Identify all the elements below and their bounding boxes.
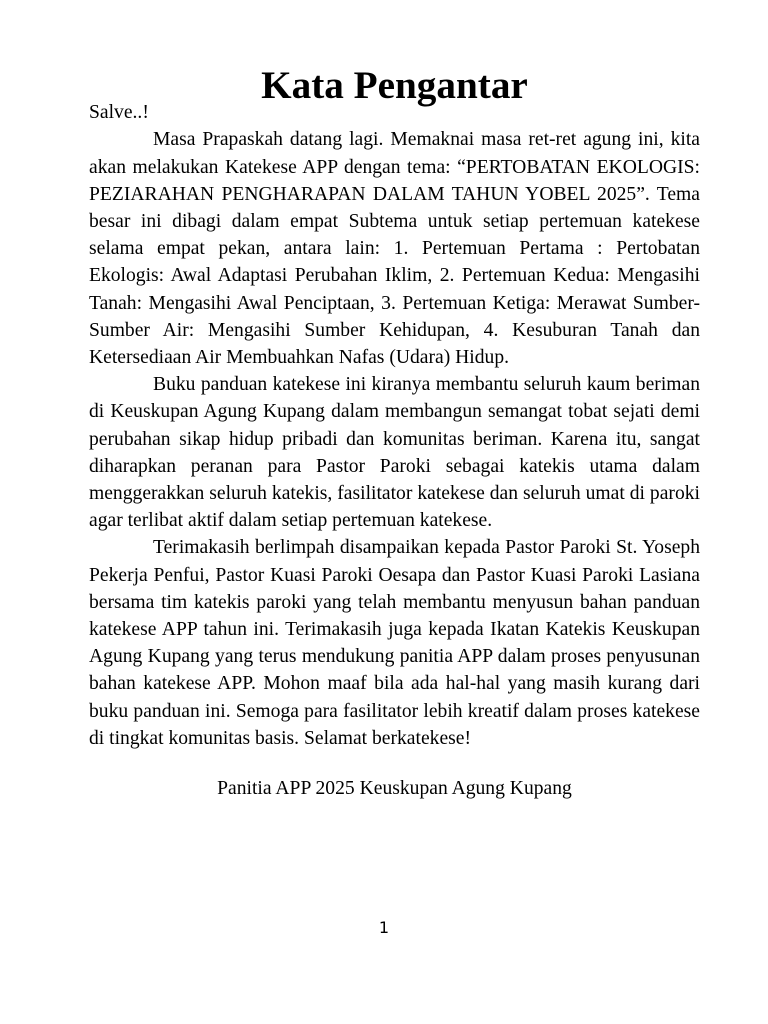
signature: Panitia APP 2025 Keuskupan Agung Kupang xyxy=(217,778,572,800)
page-number: 1 xyxy=(378,918,390,937)
paragraph-3: Terimakasih berlimpah disampaikan kepada Pastor Paroki St. Yoseph Pekerja Penfui, Pastor Kuasi Paroki Oesapa dan Pastor Kuasi Paroki Lasiana bersama tim katekis paroki yang telah membantu menyusun bahan panduan katekese APP tahun ini. Terimakasih juga kepada Ikatan Katekis Keuskupan Agung Kupang yang terus mendukung panitia APP dalam proses penyusunan bahan katekese APP. Mohon maaf bila ada hal-hal yang masih kurang dari buku panduan ini. Semoga para fasilitator lebih kreatif dalam proses katekese di tingkat komunitas basis. Selamat berkatekese! xyxy=(89,537,700,749)
greeting: Salve..! xyxy=(89,102,149,124)
paragraph-2: Buku panduan katekese ini kiranya membantu seluruh kaum beriman di Keuskupan Agung Kupang dalam membangun semangat tobat sejati demi perubahan sikap hidup pribadi dan komunitas beriman. Karena itu, sangat diharapkan peranan para Pastor Paroki sebagai katekis utama dalam menggerakkan seluruh katekis, fasilitator katekese dan seluruh umat di paroki agar terlibat aktif dalam setiap pertemuan katekese. xyxy=(89,374,700,532)
document-title: Kata Pengantar xyxy=(261,64,528,107)
paragraph-1: Masa Prapaskah datang lagi. Memaknai masa ret-ret agung ini, kita akan melakukan Katekese APP dengan tema: “PERTOBATAN EKOLOGIS: PEZIARAHAN PENGHARAPAN DALAM TAHUN YOBEL 2025”. Tema besar ini dibagi dalam empat Subtema untuk setiap pertemuan katekese selama empat pekan, antara lain: 1. Pertemuan Pertama : Pertobatan Ekologis: Awal Adaptasi Perubahan Iklim, 2. Pertemuan Kedua: Mengasihi Tanah: Mengasihi Awal Penciptaan, 3. Pertemuan Ketiga: Merawat Sumber-Sumber Air: Mengasihi Sumber Kehidupan, 4. Kesuburan Tanah dan Ketersediaan Air Membuahkan Nafas (Udara) Hidup. xyxy=(89,129,700,369)
document-page xyxy=(89,64,700,802)
